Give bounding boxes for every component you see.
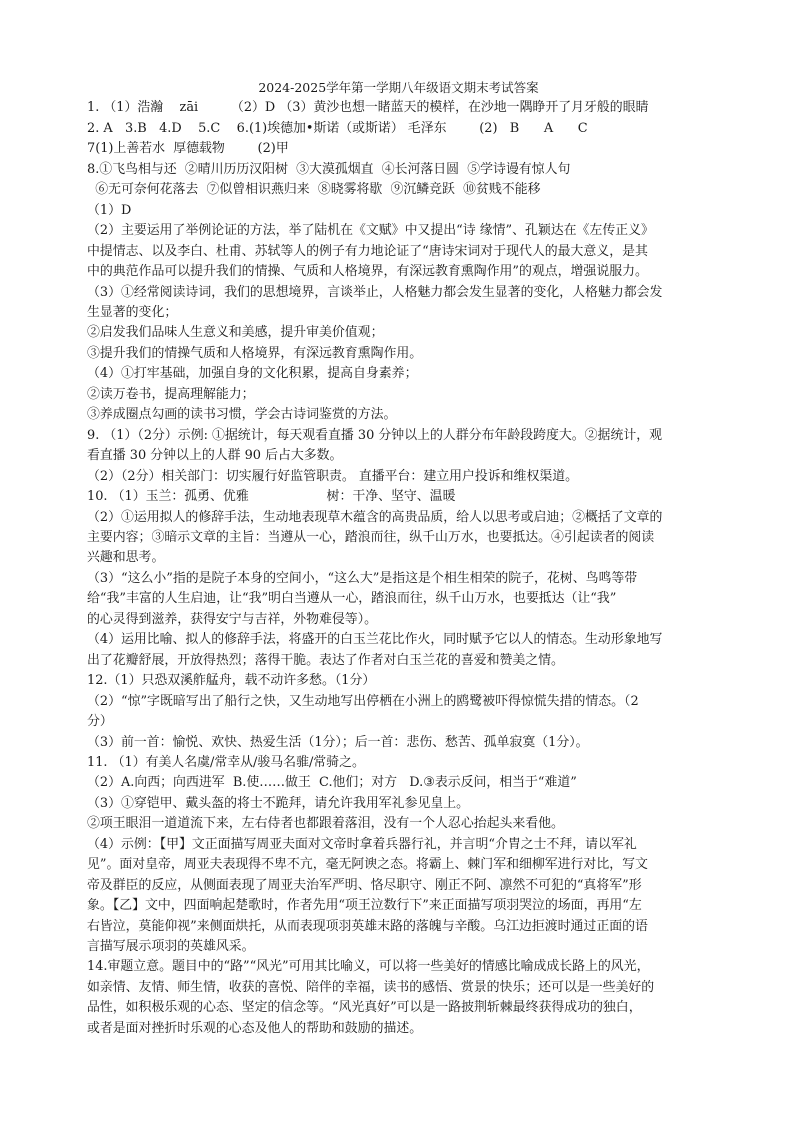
answer-line: 的心灵得到滋养，获得安宁与吉祥，外物难侵等）。 — [87, 611, 378, 627]
answer-line: （3）①经常阅读诗词，我们的思想境界，言谈举止，人格魅力都会发生显著的变化，人格魅力都会发 — [87, 284, 663, 300]
answer-line: （3）前一首：愉悦、欢快、热爱生活（1分）；后一首：悲伤、愁苦、孤单寂寞（1分）。 — [87, 734, 589, 750]
answer-line: （3）“这么小”指的是院子本身的空间小，“这么大”是指这是个相生相荣的院子，花树、鸟鸣等带 — [87, 570, 638, 586]
answer-line: 1. （1）浩瀚 zāi （2）D （3）黄沙也想一睹蓝天的模样，在沙地一隅睁开了月牙般的眼睛 — [87, 100, 649, 116]
answer-line: 主要内容；③暗示文章的主旨：当遵从一心，踏浪而往，纵千山万水，也要抵达。④引起读者的阅读 — [87, 529, 655, 545]
answer-line: 出了花瓣舒展，开放得热烈；落得干脆。表达了作者对白玉兰花的喜爱和赞美之情。 — [87, 652, 564, 668]
answer-line: 品性，如积极乐观的心态、坚定的信念等。“风光真好”可以是一路披荆斩棘最终获得成功的独白， — [87, 1000, 642, 1016]
answer-line: 中的典范作品可以提升我们的情操、气质和人格境界，有深远教育熏陶作用”的观点，增强说服力。 — [87, 264, 648, 280]
answer-line: （3）①穿铠甲、戴头盔的将士不跪拜，请允许我用军礼参见皇上。 — [87, 795, 470, 811]
answer-line: （4）运用比喻、拟人的修辞手法，将盛开的白玉兰花比作火，同时赋予它以人的情态。生动形象地写 — [87, 632, 663, 648]
answer-line: ②项王眼泪一道道流下来，左右侍者也都跟着落泪，没有一个人忍心抬起头来看他。 — [87, 816, 564, 832]
answer-line: （1）D — [87, 202, 132, 218]
answer-line: ②启发我们品味人生意义和美感，提升审美价值观； — [87, 325, 384, 341]
answer-line: ③提升我们的情操气质和人格境界，有深远教育熏陶作用。 — [87, 345, 423, 361]
answer-line: （2）①运用拟人的修辞手法，生动地表现草木蕴含的高贵品质，给人以思考或启迪；②概括了文章的 — [87, 509, 663, 525]
answer-line: 言描写展示项羽的英雄风采。 — [87, 939, 255, 955]
answer-line: ③养成圈点勾画的读书习惯，学会古诗词鉴赏的方法。 — [87, 407, 397, 423]
answer-line: ⑥无可奈何花落去 ⑦似曾相识燕归来 ⑧晓雾将歇 ⑨沉鳞竞跃 ⑩贫贱不能移 — [87, 182, 541, 198]
answer-line: 或者是面对挫折时乐观的心态及他人的帮助和鼓励的描述。 — [87, 1020, 423, 1036]
answer-line: 如亲情、友情、师生情，收获的喜悦、陪伴的幸福，读书的感悟、赏景的快乐；还可以是一些美好的 — [87, 979, 655, 995]
answer-line: 14.审题立意。题目中的“路”“风光”可用其比喻义，可以将一些美好的情感比喻成成长路上的风光， — [87, 959, 650, 975]
answer-line: ②读万卷书，提高理解能力； — [87, 386, 255, 402]
answer-line: （4）①打牢基础，加强自身的文化积累，提高自身素养； — [87, 366, 418, 382]
answer-line: （4）示例：【甲】文正面描写周亚夫面对文帝时拿着兵器行礼，并言明“介胄之士不拜，请以军礼 — [87, 836, 637, 852]
answer-line: 兴趣和思考。 — [87, 550, 165, 566]
answer-line: 12.（1）只恐双溪舴艋舟，载不动许多愁。（1分） — [87, 673, 376, 689]
answer-line: 右皆泣，莫能仰视”来侧面烘托，从而表现项羽英雄末路的落魄与辛酸。乌江边拒渡时通过正面的语 — [87, 918, 648, 934]
answer-line: 9. （1）（2分）示例: ①据统计，每天观看直播 30 分钟以上的人群分布年龄段跨度大。②据统计，观 — [87, 427, 663, 443]
answer-body — [87, 98, 710, 1039]
answer-line: 中提情志、以及李白、杜甫、苏轼等人的例子有力地论证了“唐诗宋词对于现代人的最大意义，是其 — [87, 243, 648, 259]
answer-line: 给“我”丰富的人生启迪，让“我”明白当遵从一心，踏浪而往，纵千山万水，也要抵达（让“我” — [87, 591, 617, 607]
page-title: 2024-2025学年第一学期八年级语文期末考试答案 — [258, 80, 539, 95]
answer-line: （2）“惊”字既暗写出了船行之快，又生动地写出停栖在小洲上的鸥鹭被吓得惊慌失措的情态。（2 — [87, 693, 639, 709]
answer-line: 帝及群臣的反应，从侧面表现了周亚夫治军严明、恪尽职守、刚正不阿、凛然不可犯的“真将军”形 — [87, 877, 642, 893]
answer-line: 8.①飞鸟相与还 ②晴川历历汉阳树 ③大漠孤烟直 ④长河落日圆 ⑤学诗谩有惊人句 — [87, 161, 571, 177]
answer-line: 2. A 3.B 4.D 5.C 6.(1)埃德加•斯诺（或斯诺） 毛泽东 (2) B A C — [87, 120, 588, 136]
answer-line: （2）（2分）相关部门：切实履行好监管职责。 直播平台：建立用户投诉和维权渠道。 — [87, 468, 579, 484]
answer-line: 生显著的变化； — [87, 304, 178, 320]
answer-line: 11. （1）有美人名虞/常幸从/骏马名骓/常骑之。 — [87, 754, 365, 770]
answer-line: 象。【乙】文中，四面响起楚歌时，作者先用“项王泣数行下”来正面描写项羽哭泣的场面，再用“左 — [87, 898, 642, 914]
answer-line: 看直播 30 分钟以上的人群 90 后占大多数。 — [87, 448, 343, 464]
answer-line: 10. （1）玉兰：孤勇、优雅 树：干净、坚守、温暖 — [87, 489, 456, 505]
answer-line: 7(1)上善若水 厚德载物 (2)甲 — [87, 141, 289, 157]
answer-line: 见”。面对皇帝，周亚夫表现得不卑不亢，毫无阿谀之态。将霸上、棘门军和细柳军进行对比，写文 — [87, 857, 648, 873]
answer-line: （2）主要运用了举例论证的方法，举了陆机在《文赋》中又提出“诗 缘情”、孔颖达在《左传正义》 — [87, 223, 654, 239]
answer-line: （2）A.向西；向西进军 B.使……做王 C.他们；对方 D.③表示反问，相当于“难道” — [87, 775, 577, 791]
answer-line: 分） — [87, 714, 113, 730]
